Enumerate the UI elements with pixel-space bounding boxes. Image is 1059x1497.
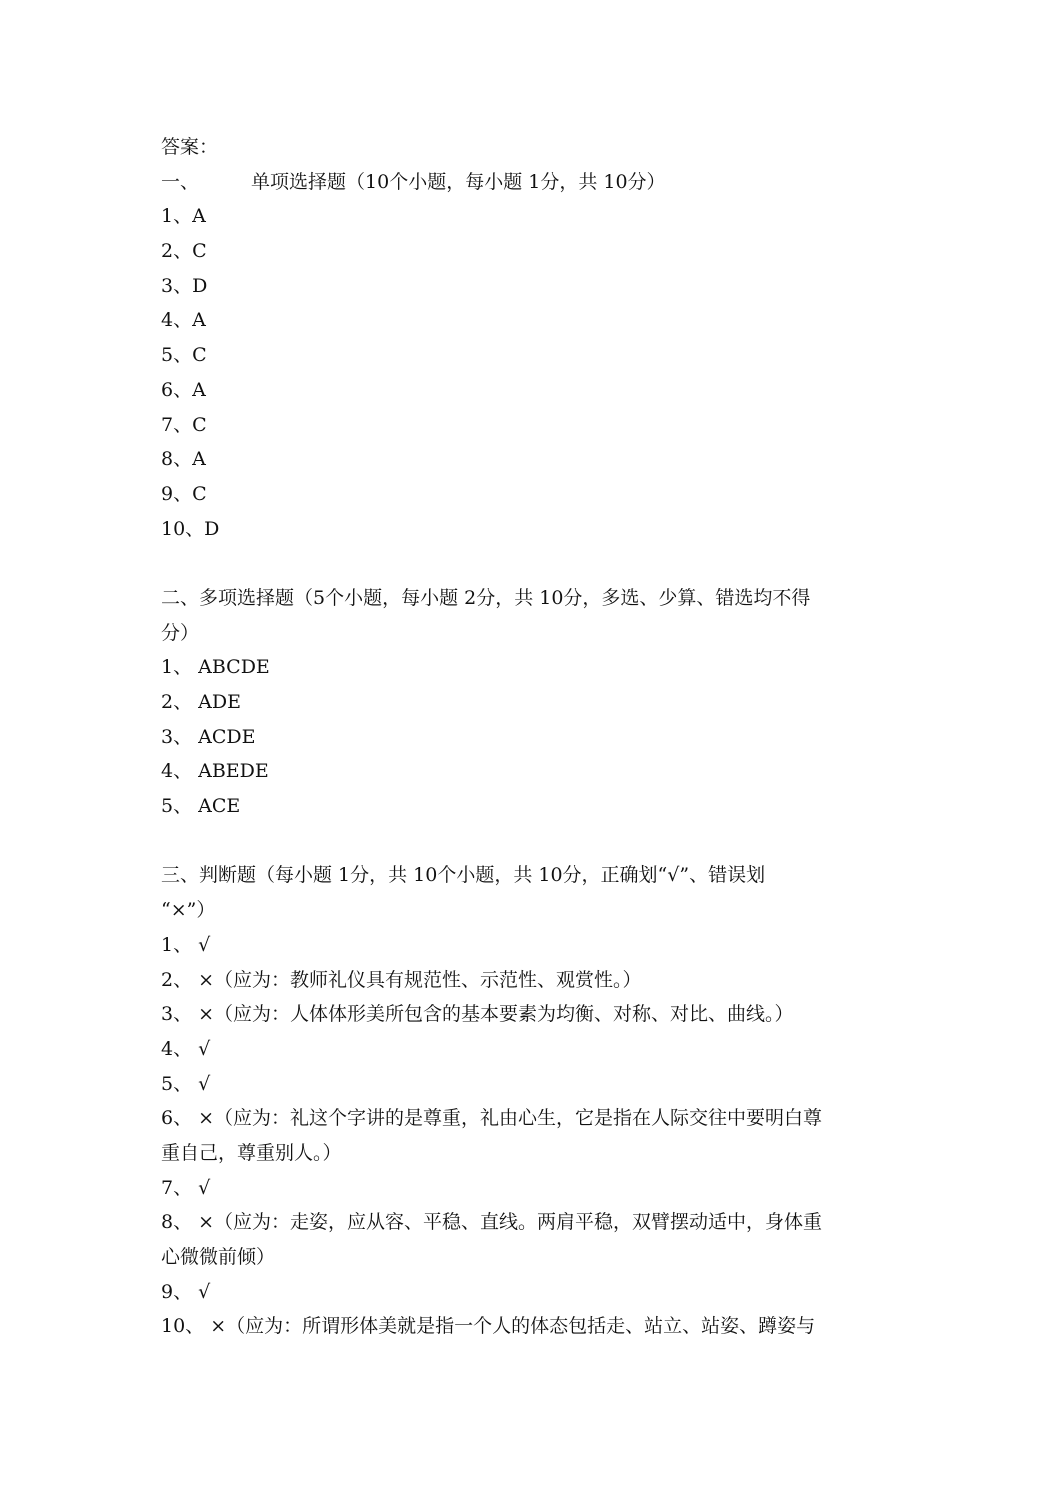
section1-answer: 1、A bbox=[161, 205, 206, 228]
section3-heading: 三、判断题（每小题 1分，共 10个小题，共 10分，正确划“√”、错误划 bbox=[161, 864, 766, 887]
spacer bbox=[161, 824, 901, 859]
spacer bbox=[161, 546, 901, 581]
section2-heading: 二、多项选择题（5个小题，每小题 2分，共 10分，多选、少算、错选均不得 bbox=[161, 586, 811, 609]
section1-answer: 6、A bbox=[161, 378, 206, 401]
section3-line: 重自己，尊重别人。） bbox=[161, 1141, 342, 1164]
section1-number: 一、 bbox=[161, 170, 200, 193]
section1-answer: 4、A bbox=[161, 309, 206, 332]
section3-line: 7、 √ bbox=[161, 1176, 211, 1199]
section2-answer: 2、 ADE bbox=[161, 691, 241, 713]
section2-answer: 3、 ACDE bbox=[161, 725, 256, 748]
section1-heading bbox=[161, 165, 901, 200]
section1-heading-text: 单项选择题（10个小题，每小题 1分，共 10分） bbox=[251, 170, 666, 193]
section3-line: 4、 √ bbox=[161, 1037, 211, 1060]
section2-answer: 1、 ABCDE bbox=[161, 656, 270, 679]
section3-line: 6、 ×（应为：礼这个字讲的是尊重，礼由心生，它是指在人际交往中要明白尊 bbox=[161, 1107, 823, 1130]
section1-answer: 3、D bbox=[161, 274, 208, 297]
section1-answer: 8、A bbox=[161, 448, 206, 471]
section3-heading-continued: “×”） bbox=[161, 899, 216, 922]
section2-answer: 4、 ABEDE bbox=[161, 760, 269, 783]
document-title: 答案： bbox=[161, 136, 219, 158]
section1-answer: 7、C bbox=[161, 413, 207, 436]
section3-line: 8、 ×（应为：走姿，应从容、平稳、直线。两肩平稳，双臂摆动适中，身体重 bbox=[161, 1211, 823, 1234]
section3-line: 3、 ×（应为：人体体形美所包含的基本要素为均衡、对称、对比、曲线。） bbox=[161, 1003, 794, 1026]
section3-line: 1、 √ bbox=[161, 933, 211, 956]
section1-answer: 2、C bbox=[161, 240, 207, 263]
section3-line: 心微微前倾） bbox=[161, 1246, 276, 1268]
answer-document bbox=[161, 130, 901, 1344]
section3-line: 9、 √ bbox=[161, 1280, 211, 1303]
section3-line: 10、 ×（应为：所谓形体美就是指一个人的体态包括走、站立、站姿、蹲姿与 bbox=[161, 1315, 816, 1338]
section3-line: 5、 √ bbox=[161, 1072, 211, 1095]
section3-line: 2、 ×（应为：教师礼仪具有规范性、示范性、观赏性。） bbox=[161, 968, 642, 991]
section1-answer: 10、D bbox=[161, 517, 220, 540]
section1-answer: 5、C bbox=[161, 344, 207, 367]
section2-answer: 5、 ACE bbox=[161, 795, 241, 818]
section2-heading-continued: 分） bbox=[161, 621, 200, 644]
section1-answer: 9、C bbox=[161, 482, 207, 505]
